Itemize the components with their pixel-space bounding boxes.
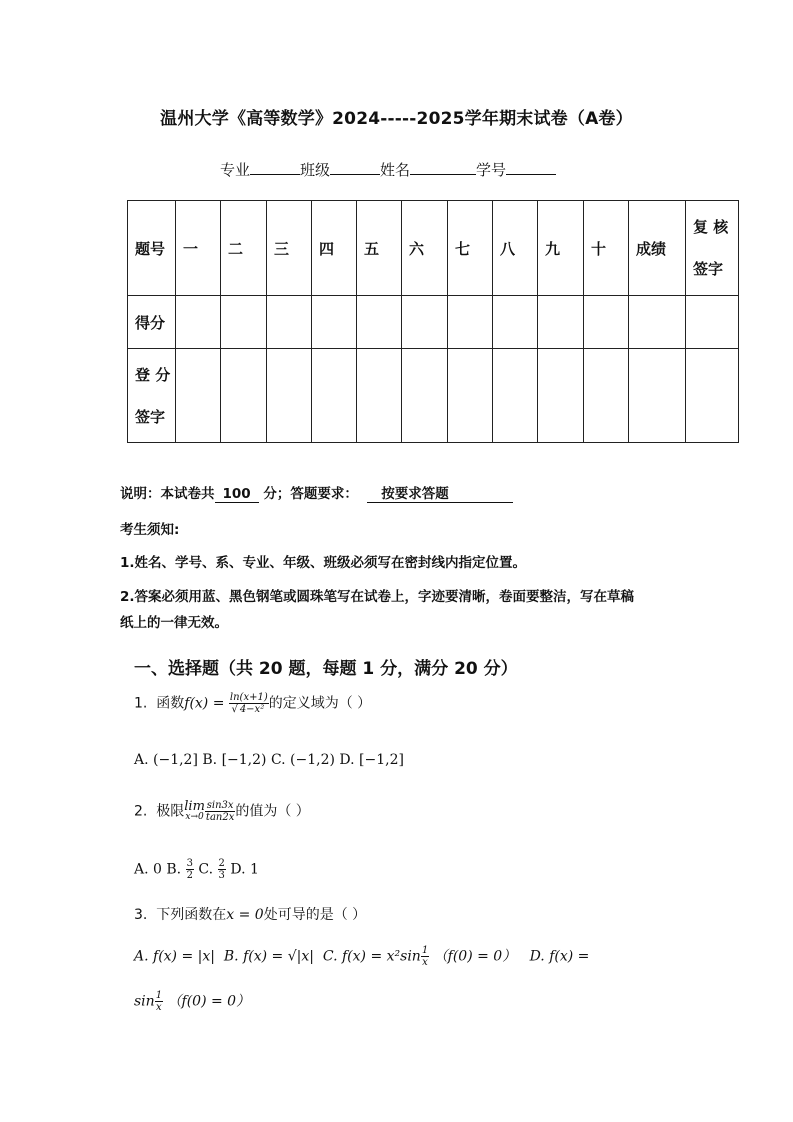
sign-cell[interactable] (357, 349, 402, 443)
major-field[interactable] (250, 158, 300, 175)
q2-fraction (205, 800, 235, 823)
q1-prefix: 函数 (156, 695, 185, 712)
sign-cell[interactable] (176, 349, 221, 443)
score-cell[interactable] (448, 296, 493, 349)
header-cell-8: 八 (493, 201, 538, 296)
q3-options-line-1 (134, 945, 589, 968)
q3-opt-d-post: （f(0) = 0） (167, 993, 251, 1010)
sign-cell[interactable] (538, 349, 584, 443)
student-id-field[interactable] (506, 158, 556, 175)
student-id-label: 学号 (476, 161, 507, 179)
header-cell-grade: 成绩 (629, 201, 686, 296)
header-cell-4: 四 (312, 201, 357, 296)
recorder-sign-label: 签字 (135, 407, 166, 426)
exam-description (120, 482, 513, 503)
q1-lhs: f(x) = (184, 695, 225, 712)
q2-limit (184, 798, 205, 823)
q1-options-text: A. (−1,2] B. [−1,2) C. (−1,2) D. [−1,2] (134, 752, 404, 768)
score-cell[interactable] (686, 296, 739, 349)
q3-opt-c-frac-num: 1 (421, 945, 429, 956)
exam-title: 温州大学《高等数学》2024-----2025学年期末试卷（A卷） (160, 109, 633, 129)
q2-opt-c-den: 3 (218, 870, 225, 881)
sign-cell[interactable] (312, 349, 357, 443)
q3-opt-d-frac-num: 1 (155, 990, 163, 1001)
q1-denominator: 4−x² (239, 704, 265, 715)
q2-prefix: 极限 (156, 803, 185, 820)
rule-1: 1.姓名、学号、系、专业、年级、班级必须写在密封线内指定位置。 (120, 555, 527, 571)
sign-cell[interactable] (402, 349, 448, 443)
total-score: 100 (215, 486, 259, 503)
review-sign-label: 签字 (693, 260, 724, 278)
q3-opt-d-sin: sin (134, 993, 155, 1010)
header-cell-5: 五 (357, 201, 402, 296)
recorder-sign-label-cell (128, 349, 176, 443)
header-cell-1: 一 (176, 201, 221, 296)
q2-lim: lim (184, 798, 205, 814)
score-cell[interactable] (221, 296, 267, 349)
q2-opt-c: C. (198, 861, 214, 878)
description-prefix: 说明：本试卷共 (120, 486, 215, 502)
q3-opt-d-frac (155, 990, 163, 1013)
q3-opt-a: A. f(x) = |x| (134, 948, 215, 965)
q3-condition: x = 0 (226, 907, 264, 923)
q3-options-line-2 (134, 990, 250, 1013)
question-number-row (128, 201, 739, 296)
rule-2-line-1: 2.答案必须用蓝、黑色钢笔或圆珠笔写在试卷上，字迹要清晰，卷面要整洁，写在草稿 (120, 589, 635, 605)
sign-cell[interactable] (267, 349, 312, 443)
score-cell[interactable] (357, 296, 402, 349)
q2-opt-c-frac (218, 858, 226, 881)
description-mid: 分；答题要求： (263, 486, 358, 502)
score-cell[interactable] (629, 296, 686, 349)
sign-cell[interactable] (629, 349, 686, 443)
class-label: 班级 (300, 161, 331, 179)
q3-opt-d-pre: D. f(x) = (529, 948, 590, 965)
header-cell-review-sign (686, 201, 739, 296)
score-cell[interactable] (402, 296, 448, 349)
q1-numerator: ln(x+1) (229, 692, 268, 703)
header-cell-10: 十 (584, 201, 629, 296)
header-cell-6: 六 (402, 201, 448, 296)
q3-opt-b: B. f(x) = √|x| (223, 948, 314, 965)
header-cell-7: 七 (448, 201, 493, 296)
q1-suffix: 的定义域为（ ） (268, 695, 372, 712)
question-2 (134, 800, 310, 823)
rule-2-line-2: 纸上的一律无效。 (120, 615, 228, 631)
score-cell[interactable] (538, 296, 584, 349)
q1-number: 1. (134, 695, 148, 712)
name-field[interactable] (410, 158, 476, 175)
major-label: 专业 (220, 161, 251, 179)
q3-opt-c-frac-den: x (422, 957, 428, 968)
q2-suffix: 的值为（ ） (235, 803, 310, 820)
recorder-label: 登 分 (135, 365, 171, 384)
header-cell-question-no: 题号 (128, 201, 176, 296)
header-cell-9: 九 (538, 201, 584, 296)
answer-requirement: 按要求答题 (367, 482, 513, 503)
q1-fraction: $\frac{\ln(x+1)}{\text{√ 4−x²}}$ (229, 692, 268, 715)
recorder-sign-row (128, 349, 739, 443)
class-field[interactable] (330, 158, 380, 175)
score-cell[interactable] (312, 296, 357, 349)
review-label: 复 核 (693, 218, 729, 236)
q3-number: 3. (134, 907, 148, 923)
q2-opt-b-den: 2 (186, 870, 193, 881)
q2-opt-b-num: 3 (186, 858, 193, 869)
q3-prefix: 下列函数在 (156, 907, 227, 923)
header-cell-3: 三 (267, 201, 312, 296)
score-row (128, 296, 739, 349)
q2-number: 2. (134, 803, 148, 820)
sign-cell[interactable] (584, 349, 629, 443)
q3-opt-c-post: （f(0) = 0） (433, 948, 517, 965)
score-cell[interactable] (493, 296, 538, 349)
section-1-title: 一、选择题（共 20 题，每题 1 分，满分 20 分） (134, 659, 518, 679)
q3-suffix: 处可导的是（ ） (263, 907, 367, 923)
q3-opt-c-frac (421, 945, 429, 968)
q3-opt-c-pre: C. f(x) = x²sin (322, 948, 421, 965)
q1-options (134, 752, 404, 768)
score-table (127, 200, 739, 443)
score-cell[interactable] (176, 296, 221, 349)
examinee-notice-title: 考生须知: (120, 522, 180, 538)
q2-denominator: tan2x (205, 812, 235, 823)
sign-cell[interactable] (221, 349, 267, 443)
q2-numerator: sin3x (206, 800, 234, 811)
q3-opt-d-frac-den: x (156, 1002, 162, 1013)
sign-cell[interactable] (448, 349, 493, 443)
q2-options (134, 858, 259, 881)
q2-opt-b-frac (186, 858, 194, 881)
question-3 (134, 904, 366, 924)
sign-cell[interactable] (493, 349, 538, 443)
header-cell-2: 二 (221, 201, 267, 296)
name-label: 姓名 (380, 161, 411, 179)
question-1 (134, 692, 371, 715)
q2-opt-a: A. 0 B. (134, 861, 182, 878)
q2-opt-d: D. 1 (230, 861, 259, 878)
score-cell[interactable] (584, 296, 629, 349)
q2-lim-sub: x→0 (185, 811, 204, 822)
score-cell[interactable] (267, 296, 312, 349)
student-info-line (220, 158, 556, 180)
q2-opt-c-num: 2 (218, 858, 225, 869)
score-row-label: 得分 (128, 296, 176, 349)
sign-cell[interactable] (686, 349, 739, 443)
